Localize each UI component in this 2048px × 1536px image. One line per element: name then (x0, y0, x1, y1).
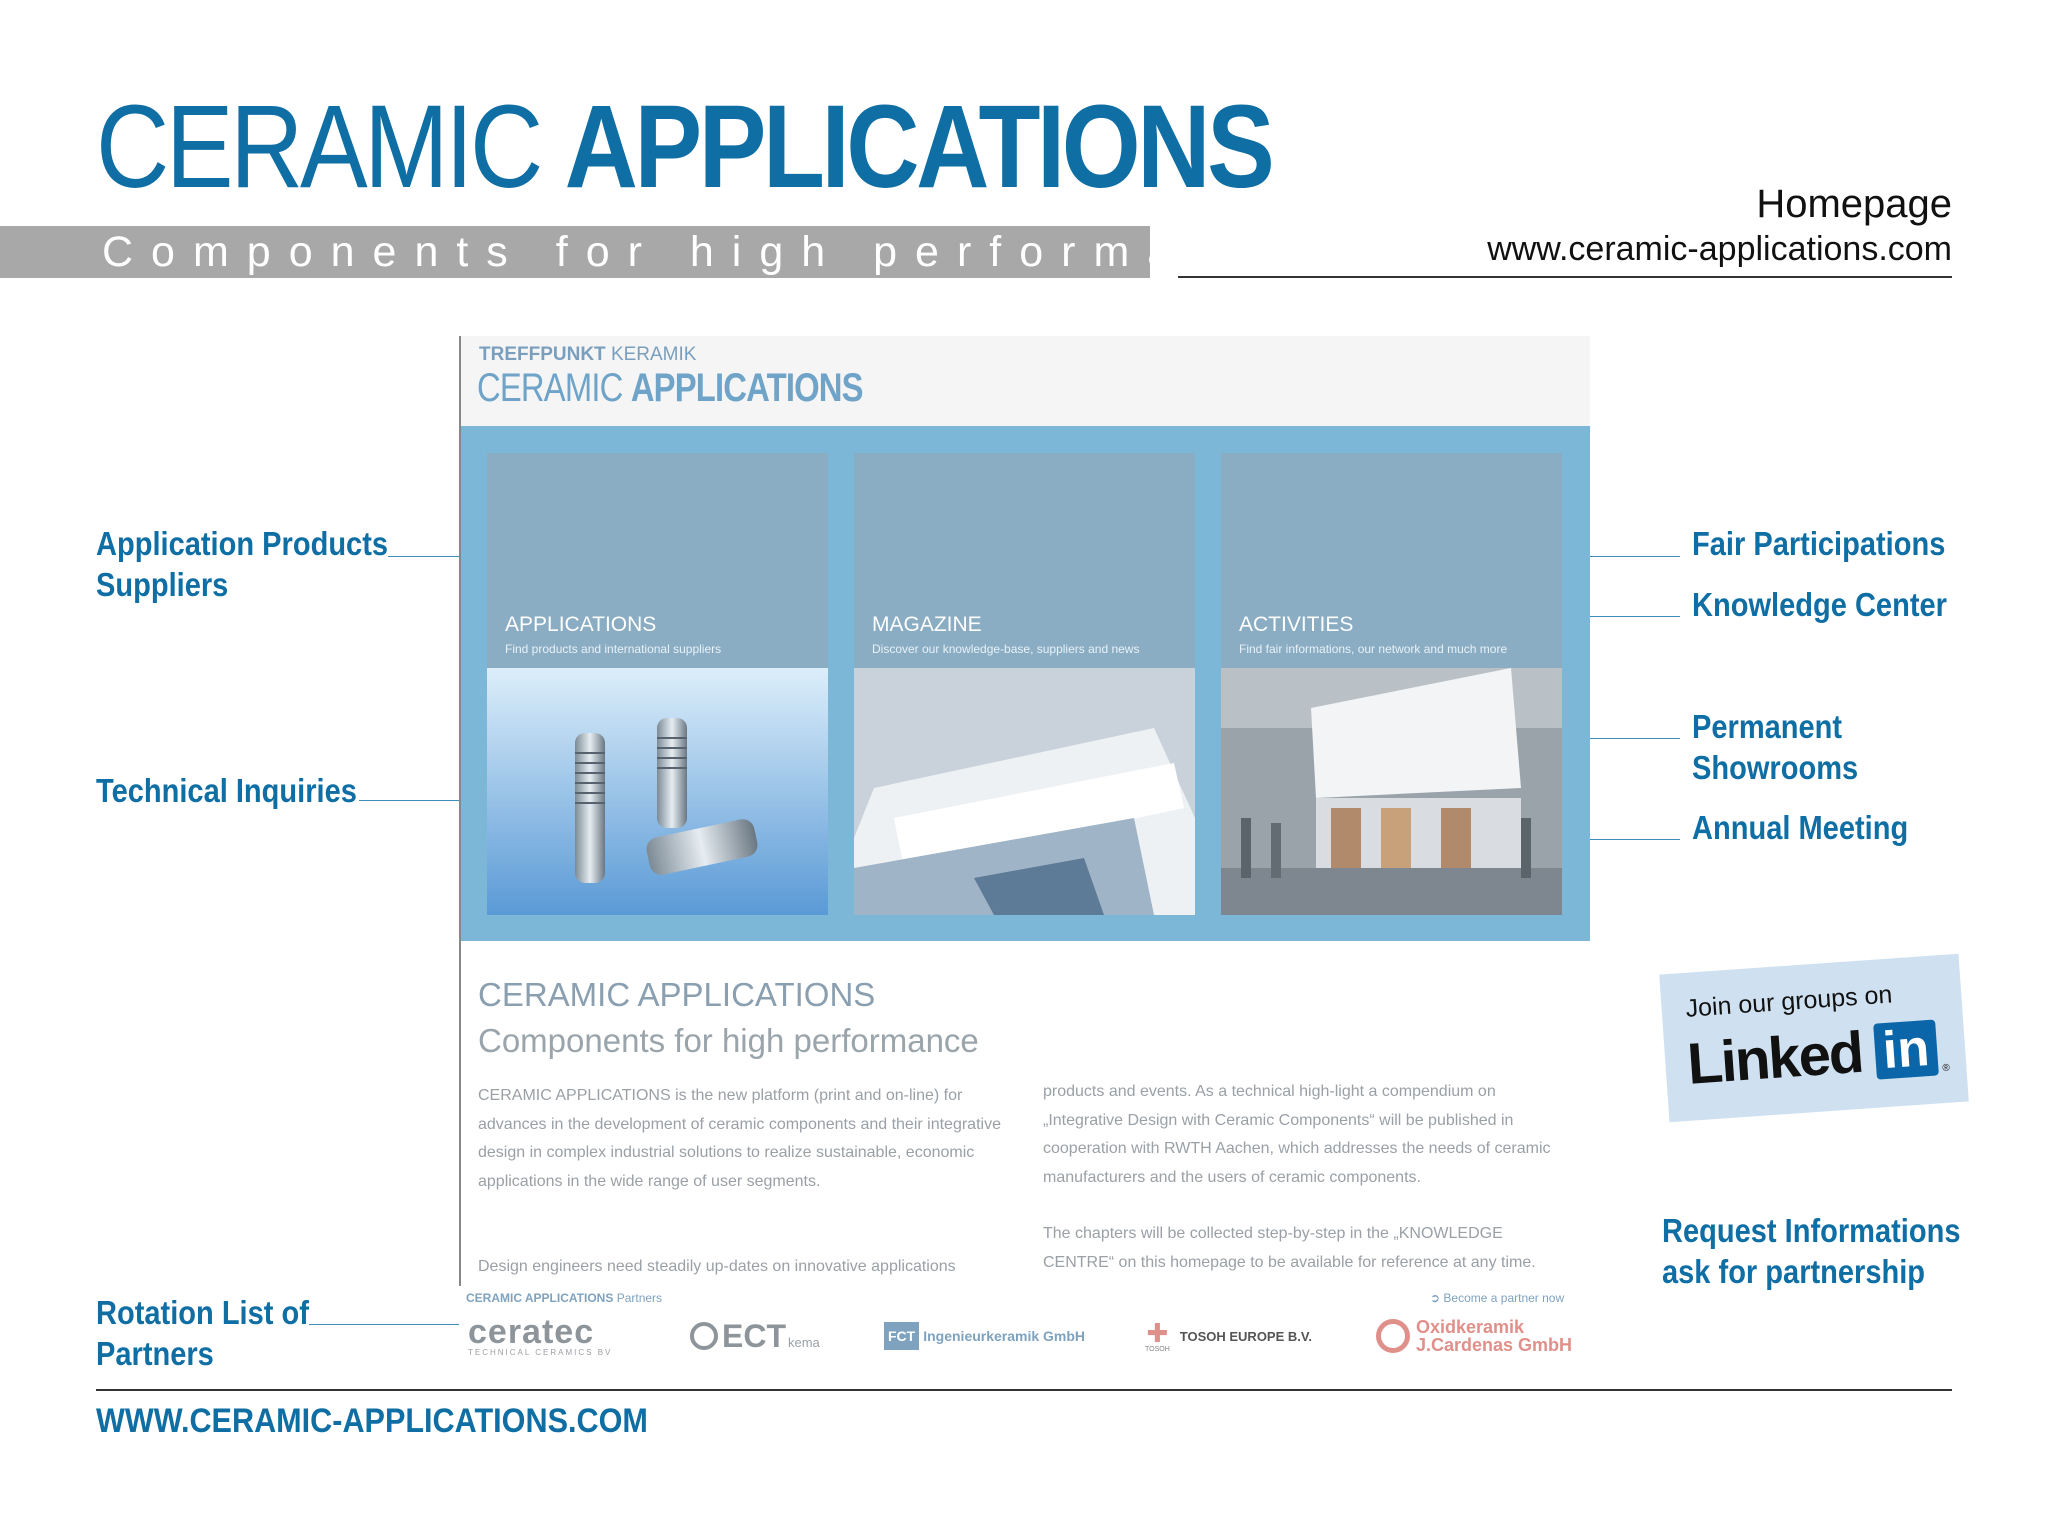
card-title: MAGAZINE (872, 613, 982, 636)
site-logo[interactable]: CERAMIC APPLICATIONS (477, 366, 863, 410)
card-applications[interactable] (487, 453, 828, 915)
card-desc: Find products and international suppliers (505, 642, 722, 656)
site-paragraph-right: products and events. As a technical high-light a compendium on „Integrative Design with Ceramic Components“ will be published in cooperation with RWTH Aachen, which addresses the needs of ceramic manufacturers and the users of ceramic components. (1043, 1083, 1551, 1186)
tosoh-cross-icon: ✚ (1146, 1317, 1169, 1348)
ceramic-parts-image (487, 668, 828, 915)
connector-line (388, 556, 459, 557)
oxidkeramik-ring-icon (1376, 1319, 1410, 1353)
linkedin-in-icon: in (1873, 1020, 1939, 1080)
card-desc: Discover our knowledge-base, suppliers and news (872, 642, 1140, 656)
site-brand-sub: TREFFPUNKT KERAMIK (479, 344, 697, 365)
card-desc: Find fair informations, our network and much more (1239, 642, 1508, 656)
partners-label: CERAMIC APPLICATIONS Partners (466, 1291, 663, 1305)
site-paragraph-right-2: The chapters will be collected step-by-step in the „KNOWLEDGE CENTRE“ on this homepage to be available for reference at any time. (1043, 1225, 1536, 1271)
homepage-url-link[interactable]: www.ceramic-applications.com (1487, 230, 1952, 268)
page-title (96, 81, 1272, 213)
linkedin-wordmark: Linked (1685, 1019, 1865, 1097)
label-rotation-list: Rotation List of Partners (96, 1294, 309, 1372)
label-technical-inquiries: Technical Inquiries (96, 772, 357, 809)
footer-divider (96, 1389, 1952, 1391)
card-title: ACTIVITIES (1239, 613, 1354, 636)
footer-url-link[interactable]: WWW.CERAMIC-APPLICATIONS.COM (96, 1402, 648, 1440)
connector-line (359, 800, 459, 801)
title-light: CERAMIC (96, 81, 540, 213)
site-paragraph-left: CERAMIC APPLICATIONS is the new platform (print and on-line) for advances in the development of ceramic components and their integrative design in complex industrial solutions to realize sustainable, economic applications in the wide range of user segments. (478, 1087, 1001, 1190)
partner-logo-oxidkeramik[interactable]: Oxidkeramik J.Cardenas GmbH (1376, 1316, 1572, 1356)
title-bold: APPLICATIONS (564, 81, 1272, 213)
card-title: APPLICATIONS (505, 613, 657, 636)
ect-ring-icon (690, 1322, 718, 1350)
card-magazine[interactable] (854, 453, 1195, 915)
arrow-circle-icon: ➲ (1430, 1291, 1441, 1305)
partner-logo-fct[interactable]: FCT Ingenieurkeramik GmbH (884, 1316, 1085, 1356)
linkedin-join-text: Join our groups on (1684, 980, 1894, 1023)
partner-logo-ect[interactable]: ECT kema (690, 1316, 820, 1356)
site-paragraph-left-2: Design engineers need steadily up-dates on innovative applications (478, 1258, 956, 1275)
label-permanent-showrooms: Permanent Showrooms (1692, 708, 1859, 786)
partner-logo-ceratec[interactable]: ceratec TECHNICAL CERAMICS BV (468, 1312, 613, 1357)
header-divider (1178, 276, 1952, 278)
homepage-label: Homepage (1756, 182, 1952, 226)
magazine-image (854, 668, 1195, 915)
label-annual-meeting: Annual Meeting (1692, 809, 1909, 846)
label-knowledge-center: Knowledge Center (1692, 586, 1947, 623)
linkedin-badge[interactable] (1659, 954, 1969, 1123)
partner-logo-tosoh[interactable]: ✚ TOSOH TOSOH EUROPE B.V. (1145, 1317, 1312, 1353)
card-activities[interactable] (1221, 453, 1562, 915)
connector-line (1590, 556, 1680, 557)
site-heading: CERAMIC APPLICATIONS (478, 976, 876, 1013)
site-subheading: Components for high performance (478, 1022, 979, 1059)
connector-line (309, 1324, 459, 1325)
label-application-products: Application Products Suppliers (96, 525, 389, 603)
label-request-informations: Request Informations ask for partnership (1662, 1212, 1961, 1290)
registered-mark: ® (1942, 1062, 1951, 1075)
become-partner-link[interactable]: ➲ Become a partner now (1430, 1291, 1565, 1305)
connector-line (1590, 616, 1680, 617)
connector-line (1590, 839, 1680, 840)
label-fair-participations: Fair Participations (1692, 525, 1946, 562)
tagline: Components for high performance (102, 228, 1313, 276)
fair-booth-image (1221, 668, 1562, 915)
connector-line (1590, 738, 1680, 739)
